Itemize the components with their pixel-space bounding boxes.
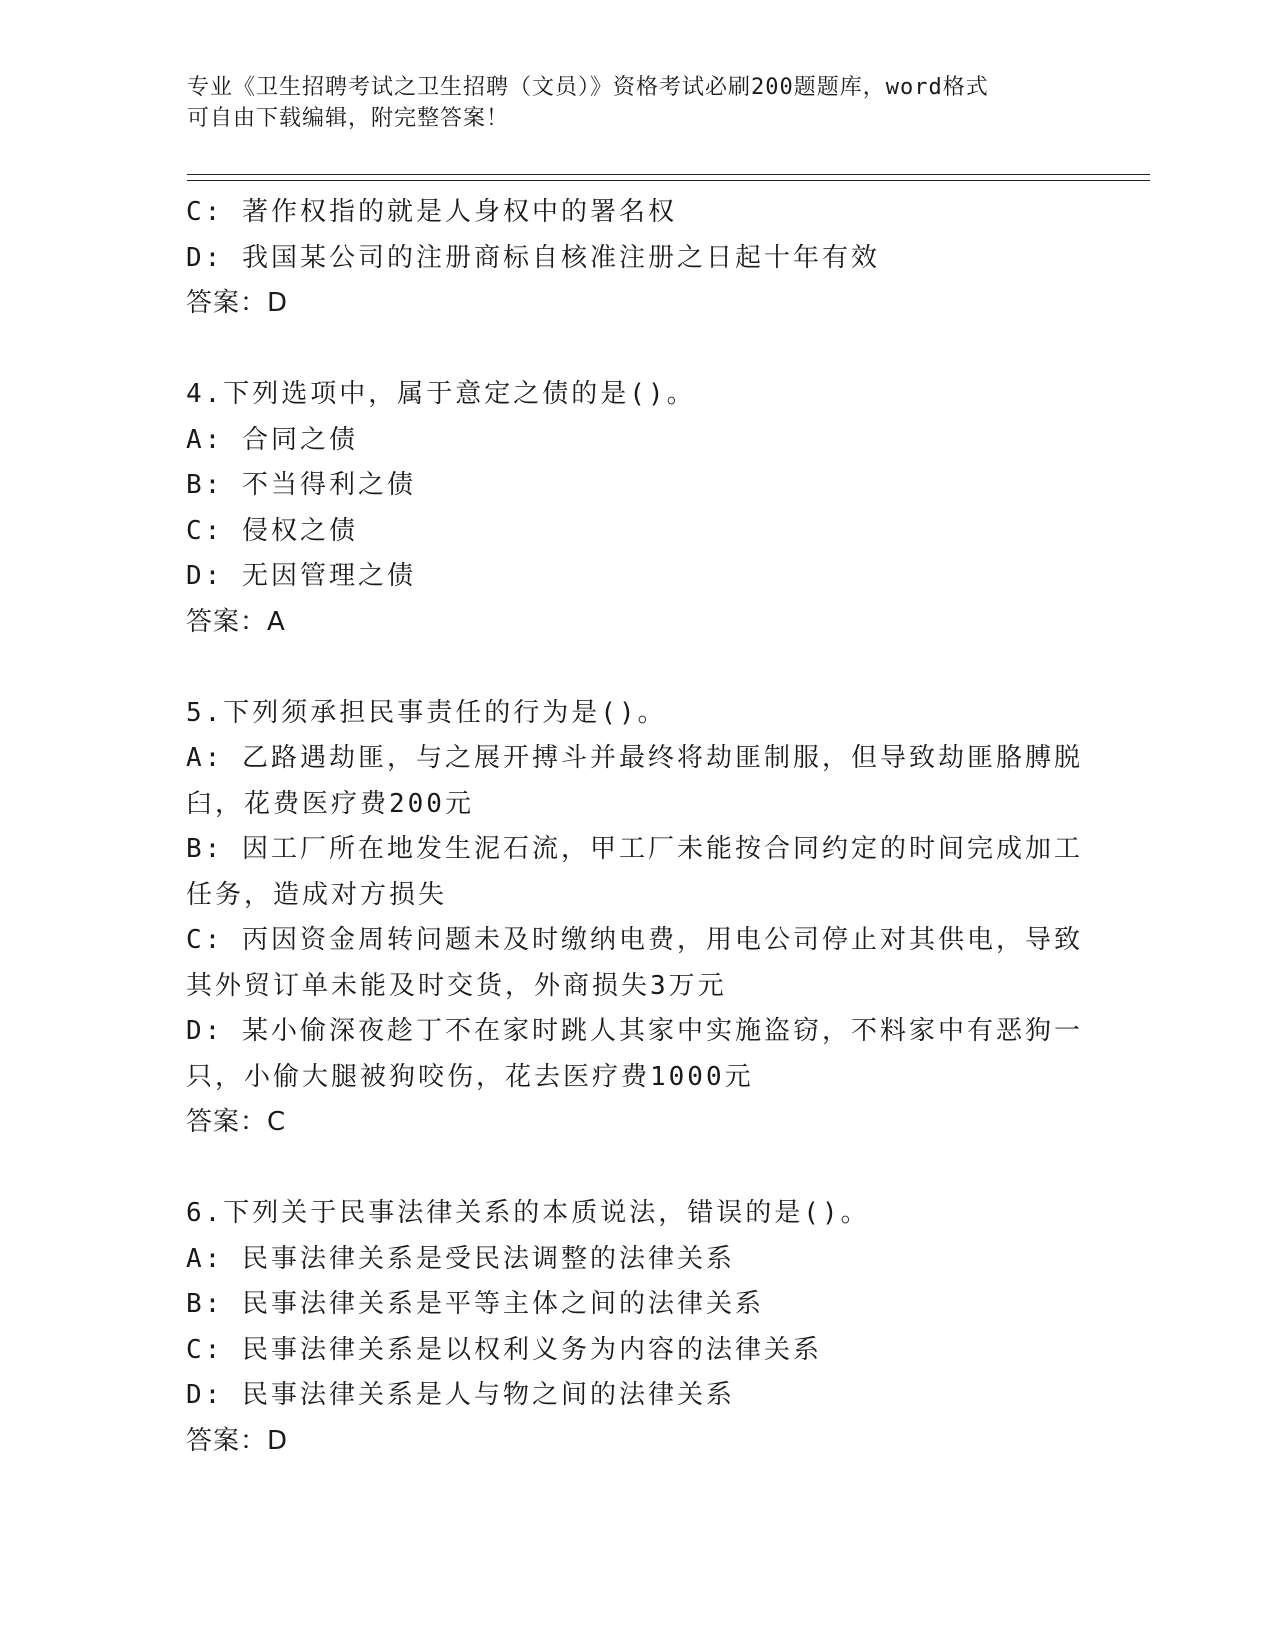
question-6-stem: 6.下列关于民事法律关系的本质说法，错误的是()。 xyxy=(186,1198,870,1228)
header-divider-bottom xyxy=(187,180,1150,181)
question-6-option-b: B: 民事法律关系是平等主体之间的法律关系 xyxy=(186,1289,764,1319)
header-title-line-2: 可自由下载编辑，附完整答案！ xyxy=(187,106,510,131)
question-5-option-a-line-1: A: 乙路遇劫匪，与之展开搏斗并最终将劫匪制服，但导致劫匪胳膊脱 xyxy=(186,743,1083,773)
question-5-option-c-line-2: 其外贸订单未能及时交货，外商损失3万元 xyxy=(186,970,727,1001)
question-5-answer: 答案：C xyxy=(186,1107,287,1137)
question-4-option-c: C: 侵权之债 xyxy=(186,515,358,546)
question-6-answer: 答案：D xyxy=(186,1425,289,1456)
question-3 xyxy=(186,190,1086,327)
question-4-answer: 答案：A xyxy=(186,606,286,637)
question-5-option-a-line-2: 臼，花费医疗费200元 xyxy=(186,788,474,819)
question-5-stem: 5.下列须承担民事责任的行为是()。 xyxy=(186,697,667,728)
question-5-option-d-line-1: D: 某小偷深夜趁丁不在家时跳人其家中实施盗窃，不料家中有恶狗一 xyxy=(186,1016,1083,1046)
header-divider-top xyxy=(187,174,1150,175)
question-5-option-b-line-1: B: 因工厂所在地发生泥石流，甲工厂未能按合同约定的时间完成加工 xyxy=(186,834,1083,864)
spacer xyxy=(186,645,1086,691)
question-3-answer: 答案：D xyxy=(186,288,289,318)
header-title-line-1: 专业《卫生招聘考试之卫生招聘（文员）》资格考试必刷200题题库，word格式 xyxy=(187,75,989,100)
question-4-option-b: B: 不当得利之债 xyxy=(186,470,416,500)
question-5-option-d-line-2: 只，小偷大腿被狗咬伤，花去医疗费1000元 xyxy=(186,1061,754,1092)
question-5-option-b-line-2: 任务，造成对方损失 xyxy=(186,879,448,910)
question-6-option-a: A: 民事法律关系是受民法调整的法律关系 xyxy=(186,1243,735,1274)
question-4-option-a: A: 合同之债 xyxy=(186,424,358,455)
question-4-option-d: D: 无因管理之债 xyxy=(186,561,416,591)
question-4-stem: 4.下列选项中，属于意定之债的是()。 xyxy=(186,379,696,409)
question-6-option-d: D: 民事法律关系是人与物之间的法律关系 xyxy=(186,1380,735,1410)
question-5-option-c-line-1: C: 丙因资金周转问题未及时缴纳电费，用电公司停止对其供电，导致 xyxy=(186,925,1083,955)
question-5 xyxy=(186,691,1086,1146)
question-6-option-c: C: 民事法律关系是以权利义务为内容的法律关系 xyxy=(186,1334,822,1365)
question-4 xyxy=(186,372,1086,645)
spacer xyxy=(186,327,1086,373)
document-header xyxy=(187,72,1087,134)
question-3-option-d: D: 我国某公司的注册商标自核准注册之日起十年有效 xyxy=(186,242,880,273)
spacer xyxy=(186,1146,1086,1192)
question-6 xyxy=(186,1191,1086,1464)
question-list xyxy=(186,190,1086,1464)
question-3-option-c: C: 著作权指的就是人身权中的署名权 xyxy=(186,197,677,227)
